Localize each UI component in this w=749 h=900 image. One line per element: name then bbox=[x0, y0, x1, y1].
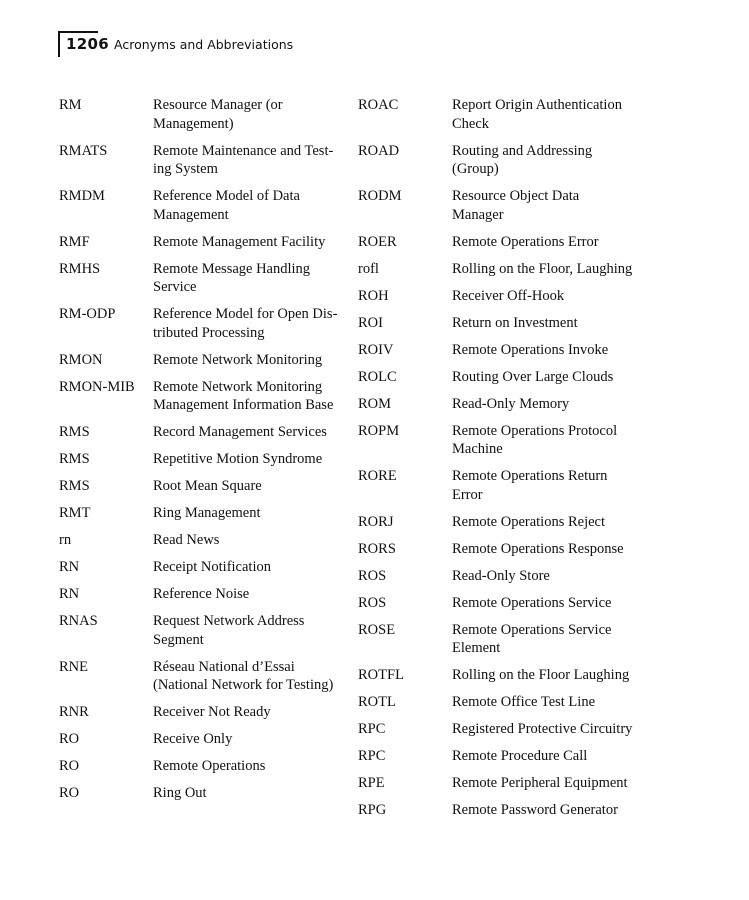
definition-line: Return on Investment bbox=[452, 314, 578, 331]
definition-line: Manager bbox=[452, 206, 504, 223]
definition-line: Reference Model for Open Dis- bbox=[153, 306, 338, 322]
acronym-definition bbox=[452, 594, 644, 613]
acronym-term: RPC bbox=[358, 748, 386, 764]
acronym-definition bbox=[452, 666, 644, 685]
definition-line: Remote Maintenance and Test- bbox=[153, 142, 334, 159]
definition-line: Record Management Services bbox=[153, 424, 327, 440]
acronym-definition bbox=[452, 774, 644, 793]
definition-line: Read News bbox=[153, 532, 220, 548]
definition-line: ing System bbox=[153, 161, 218, 177]
running-head-title: Acronyms and Abbreviations bbox=[114, 37, 294, 52]
acronym-term: RM-ODP bbox=[59, 306, 116, 322]
acronym-term: RNR bbox=[59, 704, 89, 720]
acronym-definition bbox=[153, 585, 345, 604]
definition-line: Management bbox=[153, 206, 229, 223]
acronym-term: ROSE bbox=[358, 621, 396, 638]
acronym-definition bbox=[153, 658, 345, 695]
acronym-definition bbox=[452, 96, 644, 133]
acronym-definition bbox=[153, 730, 345, 749]
acronym-definition bbox=[153, 757, 345, 776]
acronym-definition bbox=[153, 260, 345, 297]
definition-line: (Group) bbox=[452, 161, 499, 177]
acronym-term: ROTL bbox=[358, 694, 396, 710]
acronym-term: ROI bbox=[358, 314, 383, 331]
acronym-definition bbox=[452, 513, 644, 532]
definition-line: Management) bbox=[153, 115, 234, 132]
acronym-term: RM bbox=[59, 97, 82, 113]
definition-line: Resource Manager (or bbox=[153, 97, 283, 113]
definition-line: Segment bbox=[153, 631, 204, 648]
acronym-term: RMATS bbox=[59, 142, 108, 159]
definition-line: Remote Operations bbox=[153, 758, 266, 774]
acronym-term: RMS bbox=[59, 451, 90, 467]
acronym-term: RO bbox=[59, 785, 80, 801]
definition-line: Reference Model of Data bbox=[153, 188, 300, 204]
definition-line: Remote Operations Return bbox=[452, 468, 608, 484]
definition-line: Read-Only Store bbox=[452, 567, 550, 584]
definition-line: Check bbox=[452, 115, 490, 132]
definition-line: Remote Procedure Call bbox=[452, 748, 588, 764]
definition-line: Remote Operations Protocol bbox=[452, 422, 618, 439]
acronym-definition bbox=[452, 395, 644, 414]
definition-line: Ring Management bbox=[153, 505, 261, 521]
acronym-definition bbox=[452, 341, 644, 360]
acronym-definition bbox=[153, 233, 345, 252]
acronym-definition bbox=[153, 423, 345, 442]
acronym-term: RMDM bbox=[59, 188, 105, 204]
definition-line: Remote Management Facility bbox=[153, 233, 326, 250]
definition-line: tributed Processing bbox=[153, 324, 265, 341]
definition-line: Remote Operations Reject bbox=[452, 513, 606, 530]
acronym-definition bbox=[452, 467, 644, 504]
acronym-definition bbox=[452, 260, 644, 279]
acronym-term: RMT bbox=[59, 505, 91, 521]
acronym-term: RMS bbox=[59, 424, 90, 440]
acronym-definition bbox=[452, 233, 644, 252]
acronym-term: rofl bbox=[358, 260, 379, 277]
acronym-term: ROLC bbox=[358, 368, 397, 385]
acronym-definition bbox=[452, 621, 644, 658]
acronym-term: RPC bbox=[358, 721, 386, 737]
definition-line: Réseau National d’Essai bbox=[153, 658, 295, 675]
acronym-definition bbox=[153, 784, 345, 803]
definition-line: Remote Operations Response bbox=[452, 540, 624, 557]
acronym-definition bbox=[153, 477, 345, 496]
acronym-definition bbox=[452, 567, 644, 586]
acronym-term: rn bbox=[59, 532, 72, 548]
acronym-definition bbox=[452, 747, 644, 766]
acronym-definition bbox=[452, 142, 644, 179]
acronym-term: RMHS bbox=[59, 260, 101, 277]
definition-line: Remote Network Monitoring bbox=[153, 378, 323, 395]
definition-line: Repetitive Motion Syndrome bbox=[153, 451, 323, 467]
definition-line: Service bbox=[153, 279, 197, 295]
acronym-term: RO bbox=[59, 758, 80, 774]
definition-line: Root Mean Square bbox=[153, 478, 262, 494]
acronym-term: RMF bbox=[59, 233, 90, 250]
definition-line: Element bbox=[452, 640, 501, 656]
definition-line: Remote Office Test Line bbox=[452, 694, 596, 710]
acronym-term: RN bbox=[59, 559, 80, 575]
acronym-definition bbox=[153, 531, 345, 550]
definition-line: Rolling on the Floor Laughing bbox=[452, 667, 630, 683]
acronym-definition bbox=[153, 703, 345, 722]
definition-line: Remote Operations Service bbox=[452, 621, 612, 638]
acronym-term: ROS bbox=[358, 567, 387, 584]
acronym-definition bbox=[153, 96, 345, 133]
definition-line: Routing Over Large Clouds bbox=[452, 368, 614, 385]
acronym-definition bbox=[153, 558, 345, 577]
acronym-definition bbox=[153, 378, 345, 415]
acronym-term: ROTFL bbox=[358, 667, 404, 683]
acronym-definition bbox=[452, 720, 644, 739]
definition-line: Remote Network Monitoring bbox=[153, 351, 323, 368]
definition-line: Reference Noise bbox=[153, 586, 250, 602]
definition-line: Receiver Off-Hook bbox=[452, 287, 565, 304]
definition-line: Remote Operations Invoke bbox=[452, 341, 609, 358]
definition-line: Remote Operations Error bbox=[452, 233, 599, 250]
page-number: 1206 bbox=[66, 35, 109, 53]
header-corner-rule-horizontal bbox=[58, 31, 98, 33]
definition-line: Request Network Address bbox=[153, 613, 305, 629]
acronym-term: RORJ bbox=[358, 513, 394, 530]
definition-line: Routing and Addressing bbox=[452, 142, 593, 159]
acronym-definition bbox=[153, 351, 345, 370]
acronym-definition bbox=[153, 612, 345, 649]
acronym-term: RMON-MIB bbox=[59, 378, 135, 395]
definition-line: Rolling on the Floor, Laughing bbox=[452, 260, 633, 277]
acronym-term: RORE bbox=[358, 468, 397, 484]
acronym-term: ROAD bbox=[358, 142, 400, 159]
acronym-term: ROIV bbox=[358, 341, 394, 358]
acronym-term: RNE bbox=[59, 658, 88, 675]
acronym-term: RN bbox=[59, 586, 80, 602]
acronym-term: RPG bbox=[358, 802, 387, 818]
acronym-definition bbox=[452, 287, 644, 306]
definition-line: Resource Object Data bbox=[452, 188, 580, 204]
definition-line: Receipt Notification bbox=[153, 559, 271, 575]
acronym-term: ROS bbox=[358, 594, 387, 611]
definition-line: Remote Message Handling bbox=[153, 260, 311, 277]
acronym-term: ROPM bbox=[358, 422, 400, 439]
acronym-term: ROAC bbox=[358, 97, 399, 113]
acronym-definition bbox=[452, 801, 644, 820]
definition-line: Report Origin Authentication bbox=[452, 97, 622, 113]
acronym-term: RNAS bbox=[59, 613, 98, 629]
acronym-definition bbox=[452, 540, 644, 559]
acronym-definition bbox=[153, 504, 345, 523]
acronym-definition bbox=[452, 422, 644, 459]
acronym-term: RMON bbox=[59, 351, 103, 368]
definition-line: Management Information Base bbox=[153, 397, 334, 413]
acronym-term: ROER bbox=[358, 233, 397, 250]
acronym-term: RMS bbox=[59, 478, 90, 494]
acronym-term: ROH bbox=[358, 287, 389, 304]
definition-line: Machine bbox=[452, 441, 503, 457]
definition-line: Ring Out bbox=[153, 785, 207, 801]
definition-line: Read-Only Memory bbox=[452, 395, 570, 412]
acronym-term: RODM bbox=[358, 188, 402, 204]
acronym-definition bbox=[452, 368, 644, 387]
acronym-definition bbox=[153, 187, 345, 224]
acronym-definition bbox=[153, 142, 345, 179]
acronym-term: RORS bbox=[358, 540, 396, 557]
definition-line: Remote Password Generator bbox=[452, 802, 618, 818]
acronym-definition bbox=[452, 187, 644, 224]
definition-line: Receiver Not Ready bbox=[153, 704, 271, 720]
acronym-term: ROM bbox=[358, 395, 392, 412]
header-corner-rule-vertical bbox=[58, 31, 60, 57]
acronym-definition bbox=[452, 314, 644, 333]
acronym-definition bbox=[452, 693, 644, 712]
acronym-definition bbox=[153, 305, 345, 342]
acronym-definition bbox=[153, 450, 345, 469]
definition-line: Error bbox=[452, 486, 483, 503]
acronym-term: RPE bbox=[358, 775, 385, 791]
definition-line: Receive Only bbox=[153, 731, 233, 747]
definition-line: Registered Protective Circuitry bbox=[452, 721, 633, 737]
acronym-term: RO bbox=[59, 731, 80, 747]
definition-line: Remote Operations Service bbox=[452, 594, 612, 611]
definition-line: Remote Peripheral Equipment bbox=[452, 775, 628, 791]
definition-line: (National Network for Testing) bbox=[153, 677, 334, 693]
